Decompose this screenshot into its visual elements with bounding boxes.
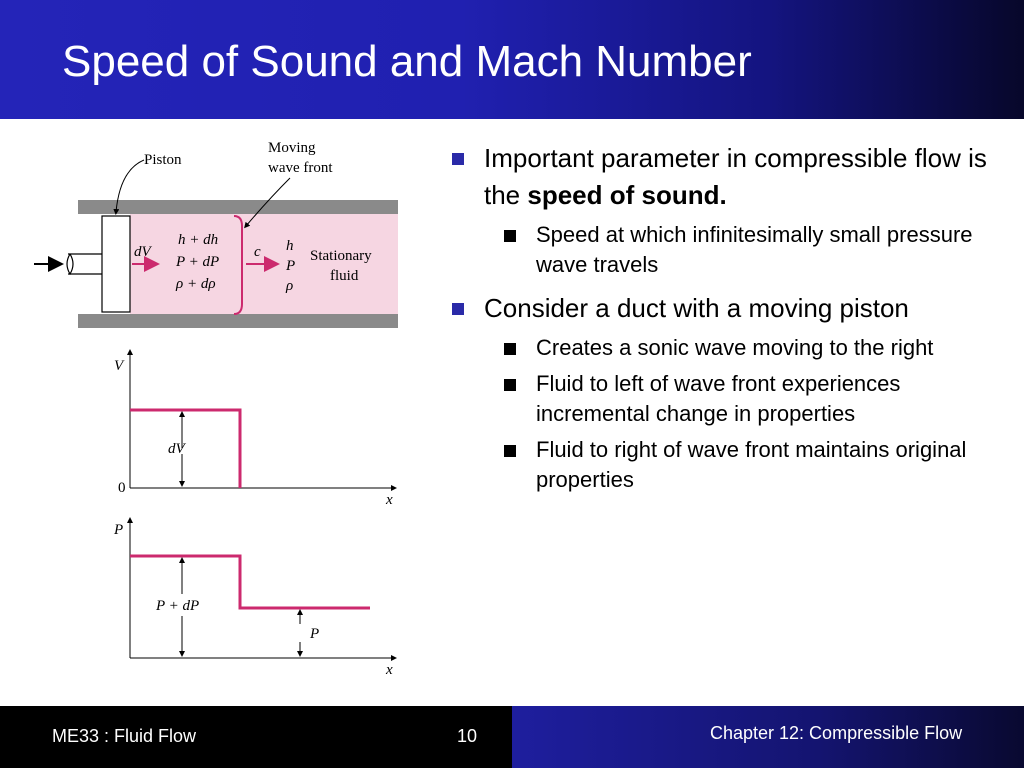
p-jump-label: P + dP xyxy=(156,598,200,614)
square-bullet-icon xyxy=(504,445,516,457)
bullet-list xyxy=(452,140,992,505)
piston-rod-break xyxy=(67,254,73,274)
v-axis-label: V xyxy=(114,358,124,374)
p-x-axis-label: x xyxy=(386,662,393,678)
p-base-label: P xyxy=(310,626,320,642)
bullet-text: Important parameter in compressible flow is the xyxy=(484,143,987,210)
sub-bullet-item xyxy=(452,435,992,495)
p-axis-label: P xyxy=(114,522,124,538)
square-bullet-icon xyxy=(504,230,516,242)
footer-course: ME33 : Fluid Flow xyxy=(52,726,197,746)
left-enthalpy: h + dh xyxy=(178,232,219,248)
sub-bullet-text: Fluid to left of wave front experiences incremental change in properties xyxy=(536,371,901,426)
v-jump-label: dV xyxy=(168,441,185,457)
right-density: ρ xyxy=(286,278,294,294)
piston xyxy=(102,216,130,312)
bullet-item xyxy=(452,140,992,214)
c-label: c xyxy=(254,244,261,260)
right-enthalpy: h xyxy=(286,238,294,254)
square-bullet-icon xyxy=(452,153,464,165)
footer-page-number: 10 xyxy=(457,726,478,746)
footer-chapter: Chapter 12: Compressible Flow xyxy=(710,723,963,743)
sub-bullet-item xyxy=(452,333,992,363)
title-bar xyxy=(0,0,1024,119)
duct-top-wall xyxy=(78,200,398,214)
sub-bullet-item xyxy=(452,369,992,429)
wave-front-label: wave front xyxy=(268,160,333,176)
sub-bullet-text: Creates a sonic wave moving to the right xyxy=(536,335,934,360)
dv-label: dV xyxy=(134,244,151,260)
v-zero-label: 0 xyxy=(118,480,126,496)
left-pressure: P + dP xyxy=(176,254,220,270)
square-bullet-icon xyxy=(504,343,516,355)
fluid-label: fluid xyxy=(330,268,359,284)
left-density: ρ + dρ xyxy=(176,276,216,292)
sub-bullet-text: Fluid to right of wave front maintains original properties xyxy=(536,437,967,492)
right-pressure: P xyxy=(286,258,296,274)
v-step-curve xyxy=(130,410,240,488)
bullet-item xyxy=(452,290,992,327)
slide-title: Speed of Sound and Mach Number xyxy=(62,37,752,86)
piston-label: Piston xyxy=(144,152,182,168)
bullet-text: Consider a duct with a moving piston xyxy=(484,293,909,323)
stationary-label: Stationary xyxy=(310,248,372,264)
duct-bottom-wall xyxy=(78,314,398,328)
square-bullet-icon xyxy=(504,379,516,391)
sub-bullet-item xyxy=(452,220,992,280)
v-x-axis-label: x xyxy=(386,492,393,508)
moving-label: Moving xyxy=(268,140,316,156)
bullet-bold-text: speed of sound. xyxy=(527,180,727,210)
duct-piston-figure xyxy=(28,130,428,690)
sub-bullet-text: Speed at which infinitesimally small pressure wave travels xyxy=(536,222,973,277)
square-bullet-icon xyxy=(452,303,464,315)
